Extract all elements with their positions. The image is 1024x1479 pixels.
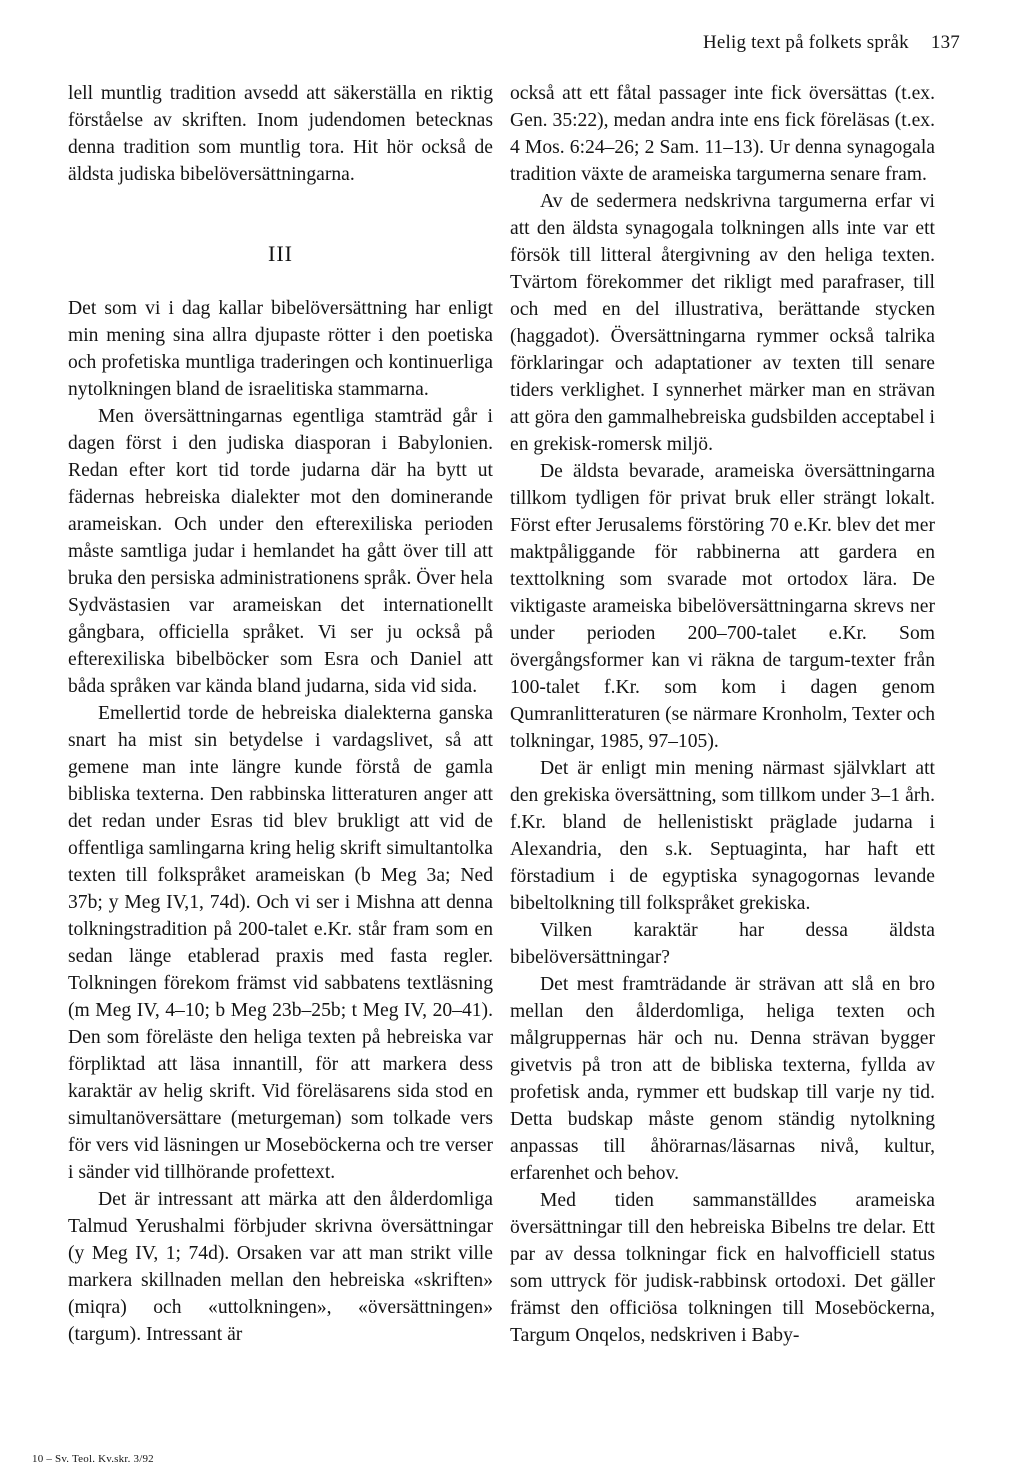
right-column (510, 80, 935, 1349)
running-title: Helig text på folkets språk (702, 32, 909, 53)
left-column (68, 80, 493, 1348)
body-paragraph: Vilken karaktär har dessa äldsta bibelöversättningar? (510, 920, 935, 968)
page-number: 137 (930, 32, 960, 53)
body-paragraph: Det som vi i dag kallar bibelöversättning har enligt min mening sina allra djupaste rötter i den poetiska och profetiska muntliga traderingen och kontinuerliga nytolkningen bland de israelitiska stammarna. (68, 298, 493, 400)
body-paragraph: Men översättningarnas egentliga stamträd går i dagen först i den judiska diasporan i Babylonien. Redan efter kort tid torde judarna där ha bytt ut fädernas hebreiska dialekter mot den dominerande arameiskan. Och under den efterexiliska perioden måste samtliga judar i hemlandet ha gått över till att bruka den persiska administrationens språk. Över hela Sydvästasien var arameiskan det internationellt gångbara, officiella språket. Vi ser ju också på efterexiliska bibelböcker som Esra och Daniel att båda språken var kända bland judarna, sida vid sida. (68, 406, 493, 697)
body-paragraph: De äldsta bevarade, arameiska översättningarna tillkom tydligen för privat bruk eller strängt lokalt. Först efter Jerusalems förstöring 70 e.Kr. blev det mer maktpåliggande för rabbinerna att gardera en texttolkning som svarade mot ortodox lära. De viktigaste arameiska bibelöversättningarna skrevs ner under perioden 200–700-talet e.Kr. Som övergångsformer kan vi räkna de targum-texter från 100-talet f.Kr. som kom i dagen genom Qumranlitteraturen (se närmare Kronholm, Texter och tolkningar, 1985, 97–105). (510, 461, 935, 752)
continuation-paragraph: också att ett fåtal passager inte fick översättas (t.ex. Gen. 35:22), medan andra inte ens fick föreläsas (t.ex. 4 Mos. 6:24–26; 2 Sam. 11–13). Ur denna synagogala tradition växte de arameiska targumerna senare fram. (510, 83, 935, 185)
section-heading: III (268, 241, 293, 266)
body-paragraph: Emellertid torde de hebreiska dialekterna ganska snart ha mist sin betydelse i vardagslivet, så att gemene man inte längre kunde förstå de gamla bibliska texterna. Den rabbinska litteraturen anger att det redan under Esras tid blev brukligt att vid de offentliga samlingarna kring helig skrift simultantolka texten till folkspråket arameiskan (b Meg 3a; Ned 37b; y Meg IV,1, 74d). Och vi ser i Mishna att denna tolkningstradition på 200-talet e.Kr. står fram som en sedan länge etablerad praxis med fasta regler. Tolkningen förekom främst vid sabbatens textläsning (m Meg IV, 4–10; b Meg 23b–25b; t Meg IV, 20–41). Den som föreläste den heliga texten på hebreiska var förpliktad att läsa innantill, för att markera dess karaktär av helig skrift. Vid föreläsarens sida stod en simultanöversättare (meturgeman) som tolkade vers för vers vid läsningen ur Moseböckerna och tre verser i sänder vid tillhörande profettext. (68, 703, 493, 1183)
body-paragraph: Det är enligt min mening närmast självklart att den grekiska översättning, som tillkom under 3–1 årh. f.Kr. bland de hellenistiskt präglade judarna i Alexandria, den s.k. Septuaginta, har haft ett förstadium i de egyptiska synagogornas levande bibeltolkning till folkspråket grekiska. (510, 758, 935, 914)
running-head (703, 32, 960, 54)
body-paragraph: Det är intressant att märka att den ålderdomliga Talmud Yerushalmi förbjuder skrivna översättningar (y Meg IV, 1; 74d). Orsaken var att man strikt ville markera skillnaden mellan den hebreiska «skriften» (miqra) och «uttolkningen», «översättningen» (targum). Intressant är (68, 1189, 493, 1345)
journal-signature: 10 – Sv. Teol. Kv.skr. 3/92 (32, 1453, 154, 1465)
continuation-paragraph: lell muntlig tradition avsedd att säkerställa en riktig förståelse av skriften. Inom judendomen betecknas denna tradition som muntlig tora. Hit hör också de äldsta judiska bibelöversättningarna. (68, 83, 493, 185)
body-paragraph: Det mest framträdande är strävan att slå en bro mellan den ålderdomliga, heliga texten och målgruppernas här och nu. Denna strävan bygger givetvis på tron att de bibliska texterna, fyllda av profetisk anda, rymmer ett budskap till varje ny tid. Detta budskap måste genom ständig nytolkning anpassas till åhörarnas/läsarnas nivå, kultur, erfarenhet och behov. (510, 974, 935, 1184)
body-paragraph: Med tiden sammanställdes arameiska översättningar till den hebreiska Bibelns tre delar. Ett par av dessa tolkningar fick en halvofficiell status som uttryck för judisk-rabbinsk ortodoxi. Det gäller främst den officiösa tolkningen till Moseböckerna, Targum Onqelos, nedskriven i Baby- (510, 1190, 935, 1346)
body-paragraph: Av de sedermera nedskrivna targumerna erfar vi att den äldsta synagogala tolkningen alls inte var ett försök till litteral återgivning av den heliga texten. Tvärtom förekommer det rikligt med parafraser, till och med en del illustrativa, berättande stycken (haggadot). Översättningarna rymmer också talrika förklaringar och adaptationer av texten till senare tiders verklighet. I synnerhet märker man en strävan att göra den gammalhebreiska gudsbilden acceptabel i en grekisk-romersk miljö. (510, 191, 935, 455)
